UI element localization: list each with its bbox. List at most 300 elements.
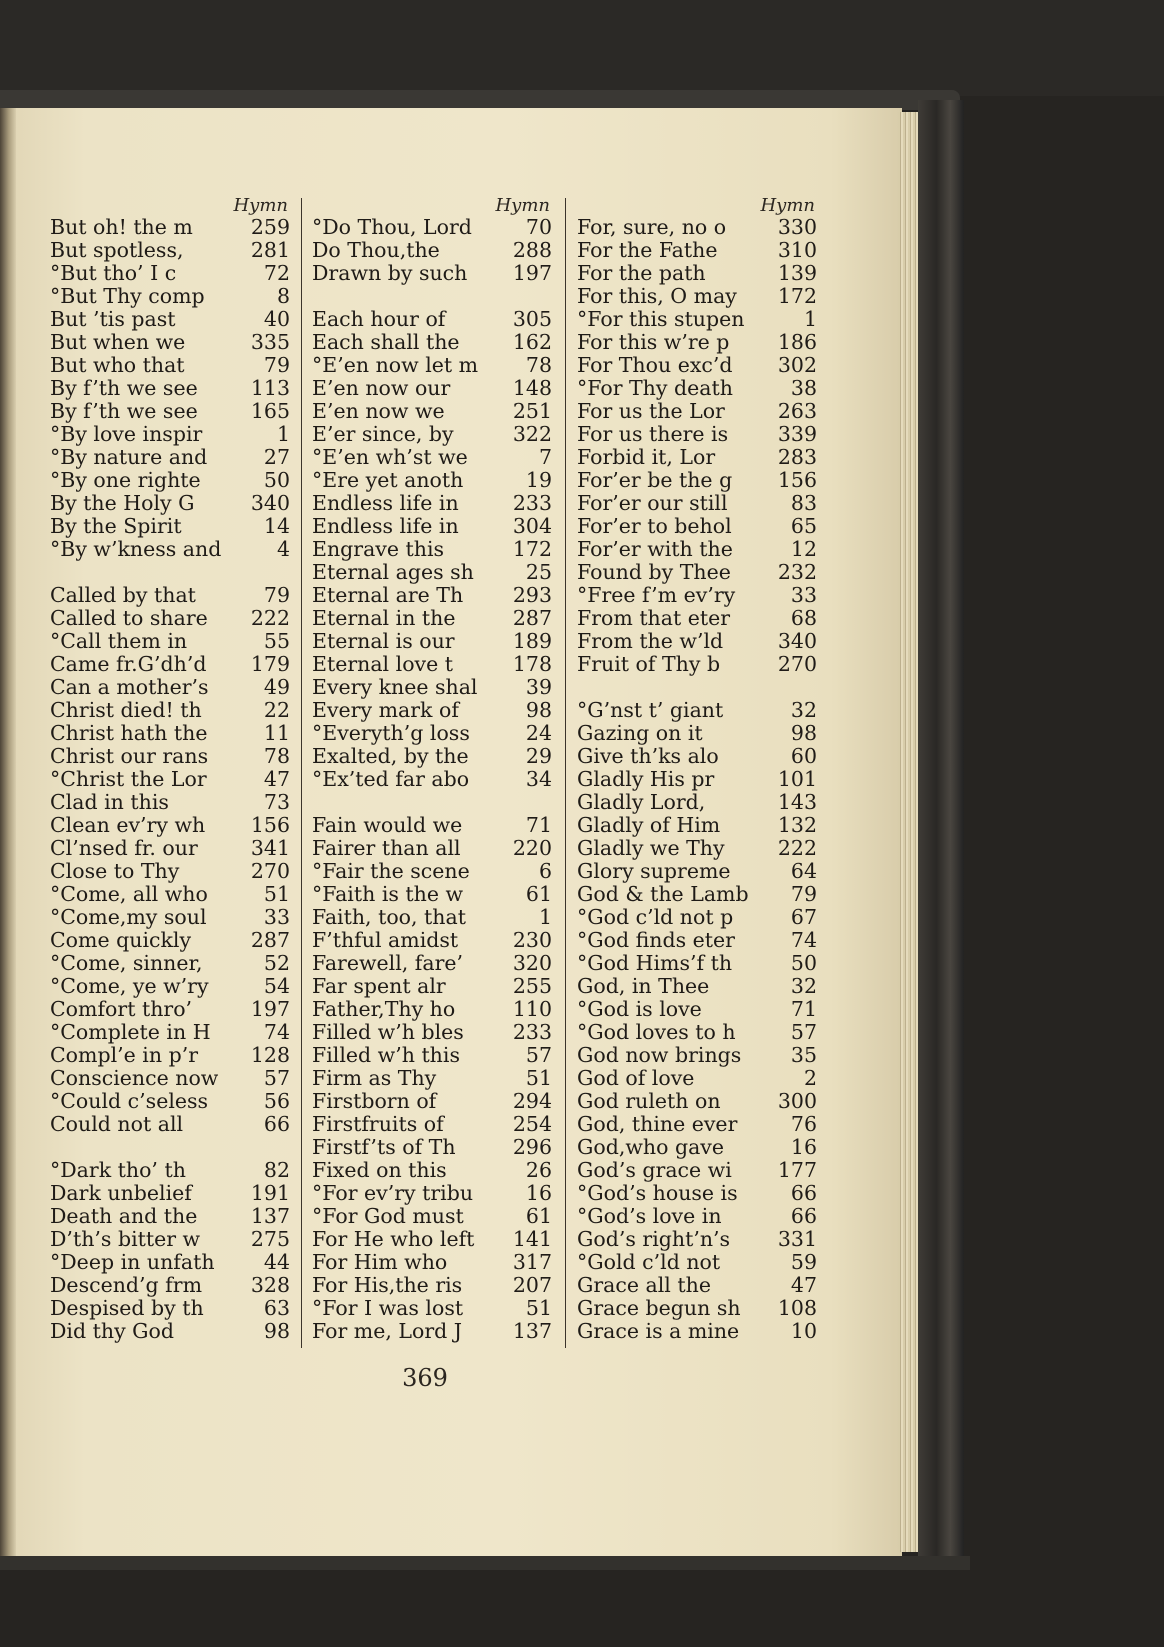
first-line-text: Firstfruits of [312,1113,444,1136]
hymn-number: 156 [250,814,290,837]
hymn-number: 251 [512,400,552,423]
index-entry [577,377,817,400]
first-line-text: Found by Thee [577,561,731,584]
first-line-text: Far spent alr [312,975,446,998]
hymn-number: 49 [263,676,290,699]
first-line-text: °For I was lost [312,1297,464,1320]
index-entry [50,1090,290,1113]
hymn-number: 197 [512,262,552,285]
first-line-text: For’er to behol [577,515,732,538]
index-entry [577,538,817,561]
first-line-text: Give th’ks alo [577,745,719,768]
hymn-number: 64 [790,860,817,883]
hymn-number: 287 [250,929,290,952]
index-entry [50,1228,290,1251]
index-entry [577,630,817,653]
hymn-number: 12 [790,538,817,561]
hymn-number: 254 [512,1113,552,1136]
index-entry [312,561,552,584]
first-line-text: Fixed on this [312,1159,447,1182]
index-entry [50,791,290,814]
hymn-number: 293 [512,584,552,607]
hymn-number: 148 [512,377,552,400]
hymn-number: 33 [263,906,290,929]
first-line-text: °Could c’seless [50,1090,209,1113]
index-entry [577,745,817,768]
first-line-text: E’en now our [312,377,451,400]
first-line-text: Farewell, fare’ [312,952,464,975]
hymn-number: 82 [263,1159,290,1182]
index-entry [577,1113,817,1136]
hymn-number: 56 [263,1090,290,1113]
index-entry [312,538,552,561]
first-line-text: Death and the [50,1205,198,1228]
hymn-number: 305 [512,308,552,331]
first-line-text: For this, O may [577,285,737,308]
hymn-number: 57 [790,1021,817,1044]
hymn-number: 186 [777,331,817,354]
hymn-number: 39 [525,676,552,699]
hymn-number: 78 [263,745,290,768]
first-line-text: °Gold c’ld not [577,1251,721,1274]
first-line-text: Father,Thy ho [312,998,456,1021]
hymn-number: 61 [525,1205,552,1228]
hymn-number: 331 [777,1228,817,1251]
first-line-text: °God’s house is [577,1182,738,1205]
hymn-number: 32 [790,975,817,998]
hymn-number: 137 [250,1205,290,1228]
hymn-number: 98 [790,722,817,745]
first-line-text: Grace begun sh [577,1297,741,1320]
hymn-number: 79 [263,354,290,377]
index-entry [577,515,817,538]
first-line-text: For the path [577,262,706,285]
hymn-number: 139 [777,262,817,285]
hymn-number: 6 [538,860,552,883]
hymn-number: 189 [512,630,552,653]
hymn-number: 51 [525,1297,552,1320]
first-line-text: For His,the ris [312,1274,463,1297]
index-entry [50,1044,290,1067]
hymn-number: 35 [790,1044,817,1067]
first-line-text: °God Hims’f th [577,952,733,975]
first-line-text: °By w’kness and [50,538,222,561]
hymn-number: 259 [250,216,290,239]
index-entry [577,262,817,285]
index-entry [50,814,290,837]
first-line-text: Eternal ages sh [312,561,474,584]
index-entry [577,699,817,722]
hymn-number: 304 [512,515,552,538]
hymn-number: 320 [512,952,552,975]
first-line-text: Eternal love t [312,653,453,676]
hymn-number: 1 [803,308,817,331]
hymn-number: 275 [250,1228,290,1251]
index-entry [577,285,817,308]
hymn-number: 54 [263,975,290,998]
index-entry [577,837,817,860]
index-entry [312,998,552,1021]
index-entry [577,998,817,1021]
first-line-text: Fruit of Thy b [577,653,721,676]
first-line-text: But spotless, [50,239,184,262]
index-entry [312,1021,552,1044]
hymn-number: 51 [263,883,290,906]
index-entry [577,446,817,469]
hymn-number: 108 [777,1297,817,1320]
hymn-number: 328 [250,1274,290,1297]
hymn-number: 8 [276,285,290,308]
hymn-number: 141 [512,1228,552,1251]
first-line-text: Forbid it, Lor [577,446,716,469]
first-line-text: °Complete in H [50,1021,211,1044]
page-number: 369 [402,1364,448,1392]
hymn-number: 61 [525,883,552,906]
hymn-number: 1 [276,423,290,446]
first-line-text: Clad in this [50,791,169,814]
first-line-text: For the Fathe [577,239,718,262]
index-entry [312,1090,552,1113]
index-entry [50,400,290,423]
first-line-text: Each shall the [312,331,460,354]
hymn-number: 233 [512,492,552,515]
index-entry [312,1274,552,1297]
first-line-text: Eternal are Th [312,584,464,607]
hymn-number: 24 [525,722,552,745]
hymn-number: 287 [512,607,552,630]
index-column-2 [312,195,552,1343]
index-entry [577,1251,817,1274]
letter-group-gap [312,791,552,814]
hymn-number: 340 [777,630,817,653]
hymn-number: 51 [525,1067,552,1090]
index-entry [577,906,817,929]
index-entry [50,906,290,929]
index-entry [577,768,817,791]
index-entry [312,1044,552,1067]
letter-group-gap [577,676,817,699]
first-line-text: Christ our rans [50,745,209,768]
index-entry [577,1205,817,1228]
hymn-number: 330 [777,216,817,239]
first-line-text: Every mark of [312,699,459,722]
index-entry [50,285,290,308]
first-line-text: From the w’ld [577,630,724,653]
column-header: Hymn [233,195,288,216]
first-line-text: Grace is a mine [577,1320,740,1343]
index-entry [312,308,552,331]
index-entry [577,1182,817,1205]
index-entry [312,216,552,239]
hymn-number: 70 [525,216,552,239]
first-line-text: For Him who [312,1251,448,1274]
index-entry [312,814,552,837]
first-line-text: Come quickly [50,929,192,952]
first-line-text: °Do Thou, Lord [312,216,472,239]
index-entry [312,239,552,262]
index-entry [577,860,817,883]
hymn-number: 317 [512,1251,552,1274]
index-entry [312,860,552,883]
first-line-text: Engrave this [312,538,445,561]
index-entry [312,952,552,975]
first-line-text: For Thou exc’d [577,354,733,377]
index-entry [577,722,817,745]
first-line-text: Fairer than all [312,837,461,860]
index-entry [312,745,552,768]
hymn-number: 110 [512,998,552,1021]
index-entry [50,998,290,1021]
first-line-text: But who that [50,354,185,377]
letter-group-gap [50,561,290,584]
hymn-number: 33 [790,584,817,607]
index-entry [312,1136,552,1159]
first-line-text: By the Spirit [50,515,182,538]
first-line-text: °For God must [312,1205,464,1228]
index-entry [312,492,552,515]
hymn-number: 339 [777,423,817,446]
first-line-text: Firstborn of [312,1090,437,1113]
first-line-text: E’en now we [312,400,445,423]
index-entry [577,607,817,630]
first-line-text: Filled w’h this [312,1044,460,1067]
index-entry [50,630,290,653]
hymn-number: 26 [525,1159,552,1182]
hymn-number: 55 [263,630,290,653]
hymn-number: 76 [790,1113,817,1136]
first-line-text: °Come, all who [50,883,208,906]
hymn-number: 71 [790,998,817,1021]
hymn-number: 11 [263,722,290,745]
hymn-number: 66 [790,1182,817,1205]
first-line-text: But ’tis past [50,308,176,331]
first-line-text: °God is love [577,998,702,1021]
index-entry [577,1021,817,1044]
first-line-text: Eternal is our [312,630,455,653]
first-line-text: °Come, ye w’ry [50,975,209,998]
index-entry [50,239,290,262]
index-entry [312,699,552,722]
hymn-number: 73 [263,791,290,814]
index-entry [577,791,817,814]
hymn-number: 132 [777,814,817,837]
first-line-text: Every knee shal [312,676,478,699]
first-line-text: °Deep in unfath [50,1251,215,1274]
first-line-text: God, in Thee [577,975,710,998]
hymn-number: 72 [263,262,290,285]
index-entry [577,1297,817,1320]
hymn-number: 83 [790,492,817,515]
index-entry [312,1320,552,1343]
hymn-number: 270 [777,653,817,676]
hymn-number: 113 [250,377,290,400]
first-line-text: Called by that [50,584,196,607]
index-entry [50,768,290,791]
hymn-number: 98 [263,1320,290,1343]
hymn-number: 220 [512,837,552,860]
index-entry [577,653,817,676]
first-line-text: For us there is [577,423,729,446]
hymn-number: 2 [803,1067,817,1090]
index-entry [312,1113,552,1136]
hymn-number: 10 [790,1320,817,1343]
hymn-number: 98 [525,699,552,722]
index-entry [577,1159,817,1182]
first-line-text: For, sure, no o [577,216,727,239]
index-entry [50,676,290,699]
first-line-text: God now brings [577,1044,742,1067]
index-entry [50,354,290,377]
first-line-text: Despised by th [50,1297,204,1320]
index-entry [577,308,817,331]
index-entry [50,423,290,446]
hymn-number: 230 [512,929,552,952]
index-entry [50,975,290,998]
index-entry [50,492,290,515]
hymn-number: 34 [525,768,552,791]
first-line-text: Could not all [50,1113,184,1136]
first-line-text: °E’en now let m [312,354,479,377]
index-entry [312,331,552,354]
letter-group-gap [50,1136,290,1159]
index-entry [312,446,552,469]
first-line-text: For us the Lor [577,400,725,423]
hymn-number: 66 [263,1113,290,1136]
first-line-text: But when we [50,331,186,354]
hymn-number: 263 [777,400,817,423]
index-entry [50,699,290,722]
index-entry [312,906,552,929]
first-line-text: °Come, sinner, [50,952,203,975]
hymn-number: 52 [263,952,290,975]
first-line-text: °Christ the Lor [50,768,207,791]
page-edges [898,112,920,1552]
first-line-text: God & the Lamb [577,883,749,906]
hymn-number: 57 [525,1044,552,1067]
backdrop [0,0,1164,96]
book-cover-top-edge [0,90,960,110]
first-line-text: Gladly His pr [577,768,715,791]
index-entry [577,1320,817,1343]
first-line-text: God of love [577,1067,695,1090]
first-line-text: Firm as Thy [312,1067,437,1090]
first-line-text: For’er be the g [577,469,733,492]
first-line-text: °Come,my soul [50,906,207,929]
first-line-text: Drawn by such [312,262,468,285]
hymn-number: 335 [250,331,290,354]
first-line-text: By f’th we see [50,377,198,400]
hymn-number: 19 [525,469,552,492]
hymn-number: 101 [777,768,817,791]
hymn-number: 179 [250,653,290,676]
index-entry [577,883,817,906]
first-line-text: °Everyth’g loss [312,722,470,745]
index-entry [577,929,817,952]
first-line-text: Christ hath the [50,722,208,745]
first-line-text: Gladly Lord, [577,791,706,814]
hymn-number: 296 [512,1136,552,1159]
index-entry [50,1320,290,1343]
index-entry [577,975,817,998]
letter-group-gap [312,285,552,308]
hymn-number: 270 [250,860,290,883]
hymn-number: 341 [250,837,290,860]
first-line-text: Descend’g frm [50,1274,203,1297]
index-entry [577,354,817,377]
index-entry [50,1021,290,1044]
index-entry [577,423,817,446]
hymn-number: 57 [263,1067,290,1090]
index-entry [50,653,290,676]
hymn-number: 143 [777,791,817,814]
hymn-number: 63 [263,1297,290,1320]
hymn-number: 74 [790,929,817,952]
first-line-text: °For Thy death [577,377,733,400]
index-entry [312,469,552,492]
first-line-text: For me, Lord J [312,1320,462,1343]
hymn-number: 79 [263,584,290,607]
index-entry [577,400,817,423]
hymn-number: 78 [525,354,552,377]
index-entry [50,1113,290,1136]
index-entry [577,239,817,262]
index-entry [50,1274,290,1297]
index-entry [312,768,552,791]
first-line-text: For He who left [312,1228,475,1251]
hymn-number: 47 [790,1274,817,1297]
index-entry [312,722,552,745]
hymn-number: 178 [512,653,552,676]
first-line-text: God’s right’n’s [577,1228,731,1251]
first-line-text: Christ died! th [50,699,202,722]
hymn-number: 255 [512,975,552,998]
hymn-number: 156 [777,469,817,492]
hymn-number: 22 [263,699,290,722]
column-header: Hymn [760,195,815,216]
column-header: Hymn [495,195,550,216]
index-entry [50,883,290,906]
first-line-text: D’th’s bitter w [50,1228,201,1251]
index-entry [50,952,290,975]
hymn-number: 59 [790,1251,817,1274]
hymn-number: 177 [777,1159,817,1182]
hymn-number: 172 [777,285,817,308]
book-cover-edge [918,100,964,1570]
index-entry [312,929,552,952]
index-entry [577,216,817,239]
hymn-number: 232 [777,561,817,584]
index-entry [312,1067,552,1090]
first-line-text: °God’s love in [577,1205,722,1228]
index-entry [577,1067,817,1090]
column-divider [301,198,302,1348]
index-entry [50,216,290,239]
first-line-text: °God finds eter [577,929,735,952]
first-line-text: By f’th we see [50,400,198,423]
index-entry [312,1297,552,1320]
first-line-text: Endless life in [312,492,459,515]
first-line-text: °God loves to h [577,1021,736,1044]
index-entry [577,492,817,515]
hymn-number: 300 [777,1090,817,1113]
hymn-number: 310 [777,239,817,262]
first-line-text: Glory supreme [577,860,731,883]
first-line-text: God ruleth on [577,1090,721,1113]
index-entry [50,1297,290,1320]
index-entry [50,308,290,331]
index-entry [577,584,817,607]
index-entry [312,676,552,699]
